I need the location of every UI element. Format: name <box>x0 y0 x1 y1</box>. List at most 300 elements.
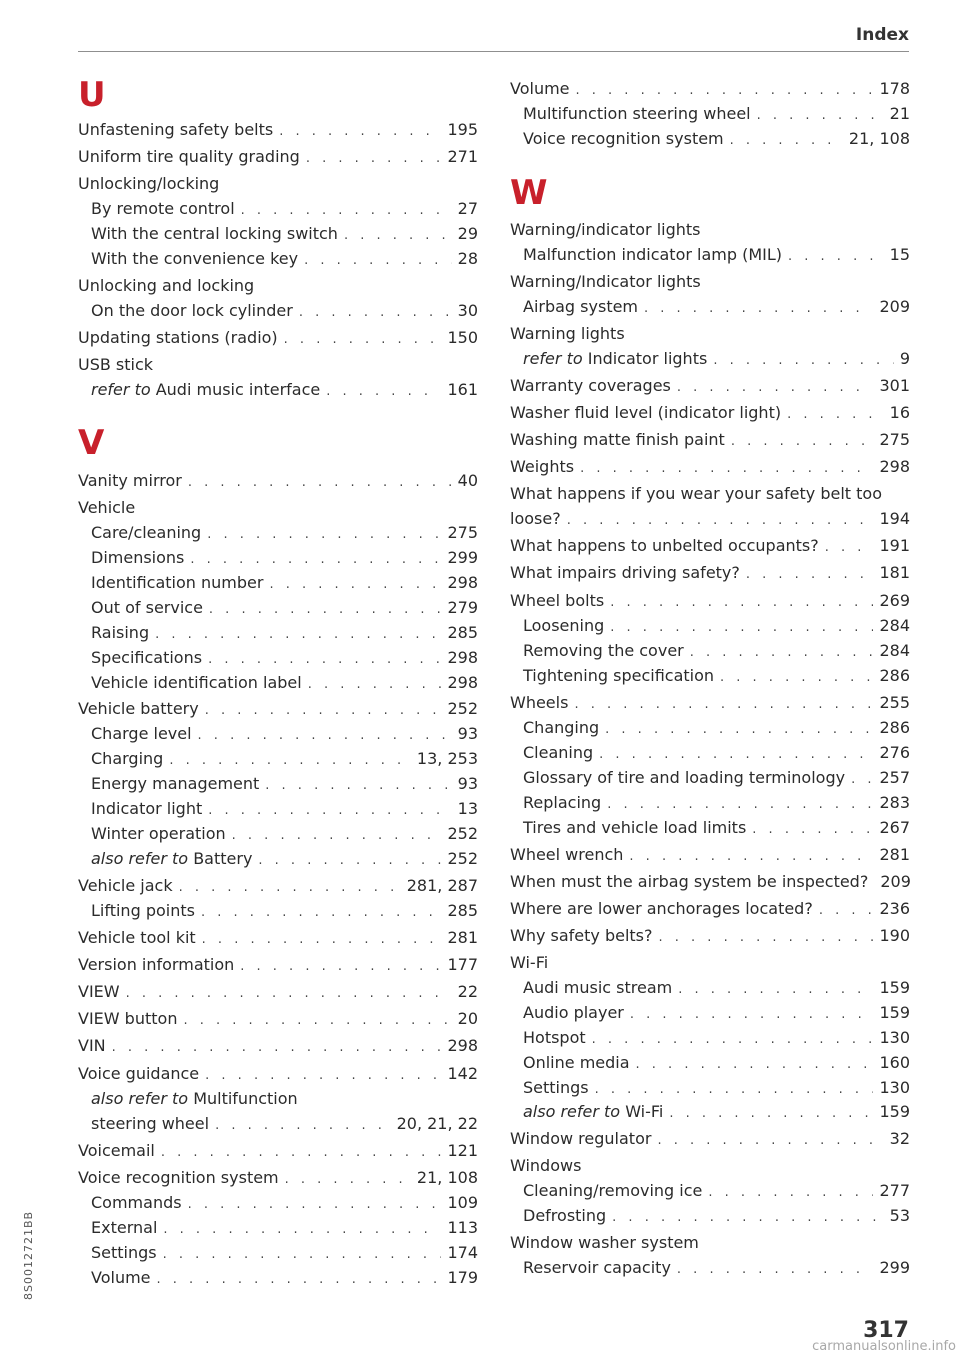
page-reference: 298 <box>447 648 478 667</box>
entry-label <box>91 645 202 670</box>
page-reference: 159 <box>879 1003 910 1022</box>
dot-leader <box>851 767 873 792</box>
dot-leader <box>757 103 884 128</box>
dot-leader <box>659 925 874 950</box>
entry-text: Washing matte finish paint <box>510 430 725 449</box>
page-reference: 281, 287 <box>406 876 478 895</box>
index-entry <box>78 1215 478 1240</box>
entry-label <box>510 373 671 398</box>
index-entry <box>78 721 478 746</box>
dot-leader <box>163 1242 442 1267</box>
page-reference: 252 <box>447 699 478 718</box>
page-reference: 109 <box>447 1193 478 1212</box>
entry-label <box>510 217 700 242</box>
page-reference: 20 <box>457 1009 478 1028</box>
entry-label <box>510 869 868 894</box>
dot-leader <box>746 562 874 587</box>
entry-text: On the door lock cylinder <box>91 301 293 320</box>
entry-label <box>523 1025 586 1050</box>
page-reference: 40 <box>457 471 478 490</box>
page-reference: 298 <box>447 1036 478 1055</box>
index-entry <box>510 815 910 840</box>
entry-text: Warning/indicator lights <box>510 220 701 239</box>
entry-text: Defrosting <box>523 1206 607 1225</box>
dot-leader <box>240 954 441 979</box>
index-entry <box>510 1255 910 1280</box>
index-entry <box>510 506 910 531</box>
dot-leader <box>607 792 873 817</box>
entry-label <box>510 481 882 506</box>
entry-label <box>510 454 574 479</box>
entry-text: External <box>91 1218 158 1237</box>
entry-label <box>510 1126 651 1151</box>
index-entry <box>510 842 910 867</box>
index-heading <box>78 352 478 377</box>
page-reference: 13 <box>457 799 478 818</box>
page-reference: 32 <box>889 1129 910 1148</box>
entry-text: Washer fluid level (indicator light) <box>510 403 782 422</box>
page-reference: 181 <box>879 563 910 582</box>
page-reference: 284 <box>879 616 910 635</box>
page-reference: 275 <box>447 523 478 542</box>
page-reference: 93 <box>457 724 478 743</box>
page-reference: 236 <box>879 899 910 918</box>
dot-leader <box>205 1063 441 1088</box>
index-entry <box>78 821 478 846</box>
entry-text: With the convenience key <box>91 249 299 268</box>
index-entry <box>510 242 910 267</box>
index-entry <box>510 975 910 1000</box>
entry-text: Updating stations (radio) <box>78 328 278 347</box>
page-reference: 130 <box>879 1078 910 1097</box>
index-entry <box>510 1050 910 1075</box>
entry-label <box>510 1230 699 1255</box>
dot-leader <box>279 119 441 144</box>
index-entry <box>510 76 910 101</box>
page-reference: 130 <box>879 1028 910 1047</box>
entry-label <box>523 1099 663 1124</box>
entry-text: Volume <box>91 1268 151 1287</box>
page-reference: 252 <box>447 824 478 843</box>
entry-text: VIEW button <box>78 1009 178 1028</box>
cross-reference-prefix: refer to <box>91 380 151 399</box>
entry-text: loose? <box>510 509 561 528</box>
dot-leader <box>599 742 873 767</box>
entry-text: Wheel bolts <box>510 591 605 610</box>
dot-leader <box>207 522 441 547</box>
index-entry <box>78 595 478 620</box>
index-entry <box>510 1178 910 1203</box>
dot-leader <box>567 508 874 533</box>
watermark: carmanualsonline.info <box>812 1339 956 1354</box>
index-entry <box>510 790 910 815</box>
page-reference: 284 <box>879 641 910 660</box>
entry-text: VIEW <box>78 982 120 1001</box>
index-entry <box>78 1006 478 1031</box>
entry-text: Wheels <box>510 693 569 712</box>
entry-label <box>523 815 746 840</box>
entry-text: Commands <box>91 1193 182 1212</box>
dot-leader <box>629 844 873 869</box>
index-letter: U <box>78 75 106 115</box>
index-entry <box>510 923 910 948</box>
entry-label <box>510 588 604 613</box>
entry-text: Vehicle jack <box>78 876 173 895</box>
entry-label <box>523 1203 606 1228</box>
entry-label <box>78 1165 279 1190</box>
dot-leader <box>326 379 441 404</box>
entry-label <box>523 1178 702 1203</box>
entry-label <box>78 873 173 898</box>
index-entry <box>78 570 478 595</box>
index-entry <box>78 645 478 670</box>
entry-label <box>510 76 570 101</box>
page-reference: 22 <box>457 982 478 1001</box>
entry-label <box>91 221 338 246</box>
entry-text: Warning lights <box>510 324 625 343</box>
entry-text: What happens if you wear your safety belt too <box>510 484 882 503</box>
index-entry <box>510 101 910 126</box>
index-heading <box>78 171 478 196</box>
index-entry <box>78 1033 478 1058</box>
entry-label <box>523 975 672 1000</box>
dot-leader <box>179 875 401 900</box>
entry-label <box>523 126 724 151</box>
entry-label <box>78 117 273 142</box>
entry-label <box>523 1000 624 1025</box>
entry-label <box>91 746 163 771</box>
entry-text: Version information <box>78 955 235 974</box>
entry-label <box>523 765 845 790</box>
page-reference: 191 <box>879 536 910 555</box>
entry-text: Window washer system <box>510 1233 699 1252</box>
index-heading <box>510 269 910 294</box>
entry-label <box>91 1265 151 1290</box>
entry-text: Indicator light <box>91 799 203 818</box>
index-entry <box>510 1075 910 1100</box>
dot-leader <box>285 1167 411 1192</box>
entry-label <box>91 595 203 620</box>
entry-label <box>510 896 813 921</box>
dot-leader <box>265 773 451 798</box>
cross-reference-prefix: also refer to <box>91 849 189 868</box>
index-entry <box>510 1099 910 1124</box>
entry-text: Unlocking/locking <box>78 174 220 193</box>
entry-text: Multifunction steering wheel <box>523 104 751 123</box>
entry-text: Tires and vehicle load limits <box>523 818 747 837</box>
entry-text: Vanity mirror <box>78 471 182 490</box>
page-reference: 286 <box>879 718 910 737</box>
index-heading <box>510 950 910 975</box>
index-entry <box>78 925 478 950</box>
entry-text: Audio player <box>523 1003 624 1022</box>
dot-leader <box>304 248 452 273</box>
entry-text: Multifunction <box>193 1089 298 1108</box>
entry-label <box>91 898 195 923</box>
dot-leader <box>610 615 873 640</box>
page-reference: 298 <box>447 673 478 692</box>
dot-leader <box>112 1035 442 1060</box>
index-entry <box>78 979 478 1004</box>
dot-leader <box>574 692 873 717</box>
entry-label <box>78 1138 155 1163</box>
page-reference: 283 <box>879 793 910 812</box>
page-reference: 298 <box>879 457 910 476</box>
index-entry <box>78 898 478 923</box>
index-entry <box>510 638 910 663</box>
entry-label <box>510 321 625 346</box>
entry-text: Indicator lights <box>587 349 708 368</box>
entry-text: Winter operation <box>91 824 226 843</box>
dot-leader <box>630 1002 874 1027</box>
entry-label <box>510 1153 581 1178</box>
dot-leader <box>232 823 442 848</box>
entry-label <box>91 1086 298 1111</box>
entry-label <box>523 613 604 638</box>
entry-text: Vehicle <box>78 498 136 517</box>
entry-label <box>78 979 120 1004</box>
index-heading <box>78 495 478 520</box>
dot-leader <box>208 798 451 823</box>
page-reference: 209 <box>879 297 910 316</box>
index-entry <box>78 221 478 246</box>
page-reference: 16 <box>889 403 910 422</box>
dot-leader <box>169 748 411 773</box>
index-heading <box>510 481 910 506</box>
entry-text: Wheel wrench <box>510 845 624 864</box>
index-entry <box>510 427 910 452</box>
dot-leader <box>284 327 442 352</box>
cross-reference-prefix: refer to <box>523 349 583 368</box>
page-reference: 190 <box>879 926 910 945</box>
entry-label <box>91 246 298 271</box>
entry-label <box>510 690 568 715</box>
entry-text: Hotspot <box>523 1028 586 1047</box>
entry-text: steering wheel <box>91 1114 210 1133</box>
entry-label <box>523 346 707 371</box>
page-reference: 179 <box>447 1268 478 1287</box>
entry-text: Volume <box>510 79 570 98</box>
dot-leader <box>208 647 441 672</box>
entry-label <box>510 560 740 585</box>
index-entry <box>510 869 910 894</box>
page-reference: 178 <box>879 79 910 98</box>
entry-text: When must the airbag system be inspected? <box>510 872 869 891</box>
entry-label <box>78 495 135 520</box>
cross-reference-prefix: also refer to <box>91 1089 189 1108</box>
page-reference: 286 <box>879 666 910 685</box>
dot-leader <box>215 1113 391 1138</box>
entry-label <box>91 545 184 570</box>
dot-leader <box>787 402 884 427</box>
entry-label <box>78 1033 106 1058</box>
entry-label <box>78 273 254 298</box>
entry-text: Vehicle identification label <box>91 673 302 692</box>
entry-label <box>523 740 593 765</box>
page-reference: 257 <box>879 768 910 787</box>
entry-label <box>91 1111 209 1136</box>
entry-label <box>91 846 252 871</box>
page-reference: 255 <box>879 693 910 712</box>
entry-label <box>78 352 153 377</box>
section-title: Index <box>855 25 909 45</box>
entry-label <box>91 721 192 746</box>
page-reference: 9 <box>899 349 910 368</box>
dot-leader <box>713 348 894 373</box>
index-entry <box>78 873 478 898</box>
entry-label <box>91 196 235 221</box>
dot-leader <box>190 547 441 572</box>
dot-leader <box>636 1052 874 1077</box>
index-entry <box>510 373 910 398</box>
page-reference: 285 <box>447 901 478 920</box>
entry-label <box>523 242 782 267</box>
index-entry <box>510 533 910 558</box>
entry-text: Lifting points <box>91 901 195 920</box>
page-reference: 27 <box>457 199 478 218</box>
dot-leader <box>308 672 442 697</box>
entry-text: Cleaning/removing ice <box>523 1181 703 1200</box>
index-entry <box>78 952 478 977</box>
index-entry <box>78 144 478 169</box>
entry-text: Unfastening safety belts <box>78 120 274 139</box>
entry-label <box>78 468 182 493</box>
index-letter: V <box>78 423 105 463</box>
page-reference: 277 <box>879 1181 910 1200</box>
entry-text: Dimensions <box>91 548 185 567</box>
dot-leader <box>126 981 452 1006</box>
page-reference: 195 <box>447 120 478 139</box>
page-reference: 281 <box>447 928 478 947</box>
dot-leader <box>605 717 873 742</box>
entry-label <box>91 796 202 821</box>
entry-text: Online media <box>523 1053 630 1072</box>
dot-leader <box>669 1101 873 1126</box>
entry-text: Warranty coverages <box>510 376 671 395</box>
dot-leader <box>690 640 874 665</box>
index-entry <box>510 588 910 613</box>
entry-text: What impairs driving safety? <box>510 563 740 582</box>
dot-leader <box>677 375 874 400</box>
page-reference: 15 <box>889 245 910 264</box>
entry-text: Loosening <box>523 616 605 635</box>
index-entry <box>78 1165 478 1190</box>
dot-leader <box>202 927 442 952</box>
page-reference: 298 <box>447 573 478 592</box>
page-reference: 160 <box>879 1053 910 1072</box>
index-entry <box>510 454 910 479</box>
entry-label <box>91 771 259 796</box>
index-entry <box>78 696 478 721</box>
entry-label <box>510 269 701 294</box>
index-entry <box>510 1203 910 1228</box>
index-heading <box>510 217 910 242</box>
entry-text: Battery <box>193 849 253 868</box>
dot-leader <box>188 470 452 495</box>
entry-label <box>91 520 201 545</box>
dot-leader <box>188 1192 442 1217</box>
entry-label <box>91 670 302 695</box>
dot-leader <box>344 223 452 248</box>
dot-leader <box>644 296 873 321</box>
index-heading <box>510 1230 910 1255</box>
entry-text: Voice guidance <box>78 1064 200 1083</box>
dot-leader <box>306 146 442 171</box>
index-entry <box>78 1190 478 1215</box>
entry-label <box>523 1050 630 1075</box>
entry-text: Wi-Fi <box>510 953 549 972</box>
entry-text: USB stick <box>78 355 154 374</box>
header-rule <box>78 51 909 52</box>
entry-text: Cleaning <box>523 743 594 762</box>
index-entry <box>510 1000 910 1025</box>
dot-leader <box>752 817 873 842</box>
entry-label <box>523 663 714 688</box>
page-reference: 161 <box>447 380 478 399</box>
page-reference: 174 <box>447 1243 478 1262</box>
page-reference: 267 <box>879 818 910 837</box>
index-entry <box>510 400 910 425</box>
index-entry <box>510 690 910 715</box>
page-reference: 142 <box>447 1064 478 1083</box>
dot-leader <box>241 198 452 223</box>
index-entry <box>510 126 910 151</box>
dot-leader <box>163 1217 441 1242</box>
entry-label <box>523 101 751 126</box>
entry-label <box>78 325 278 350</box>
index-entry <box>510 715 910 740</box>
dot-leader <box>576 78 874 103</box>
index-entry <box>78 520 478 545</box>
index-entry <box>510 896 910 921</box>
index-entry <box>78 1265 478 1290</box>
entry-label <box>510 400 781 425</box>
page-reference: 299 <box>879 1258 910 1277</box>
page-reference: 28 <box>457 249 478 268</box>
dot-leader <box>205 698 442 723</box>
page-reference: 150 <box>447 328 478 347</box>
entry-label <box>78 144 300 169</box>
dot-leader <box>708 1180 873 1205</box>
page-reference: 279 <box>447 598 478 617</box>
index-entry <box>510 1126 910 1151</box>
page-reference: 13, 253 <box>416 749 478 768</box>
index-entry <box>78 796 478 821</box>
page-reference: 301 <box>879 376 910 395</box>
index-entry <box>78 1240 478 1265</box>
document-code: 8S0012721BB <box>22 1210 35 1300</box>
dot-leader <box>720 665 873 690</box>
index-entry <box>78 117 478 142</box>
page-reference: 30 <box>457 301 478 320</box>
page-reference: 121 <box>447 1141 478 1160</box>
index-entry <box>78 670 478 695</box>
entry-label <box>510 506 561 531</box>
dot-leader <box>269 572 441 597</box>
entry-text: Specifications <box>91 648 203 667</box>
index-entry <box>78 1061 478 1086</box>
page-reference: 93 <box>457 774 478 793</box>
page-reference: 159 <box>879 1102 910 1121</box>
entry-label <box>91 298 293 323</box>
dot-leader <box>201 900 442 925</box>
dot-leader <box>209 597 442 622</box>
dot-leader <box>161 1140 442 1165</box>
entry-text: Replacing <box>523 793 602 812</box>
entry-label <box>78 925 196 950</box>
entry-label <box>78 1006 177 1031</box>
dot-leader <box>198 723 452 748</box>
